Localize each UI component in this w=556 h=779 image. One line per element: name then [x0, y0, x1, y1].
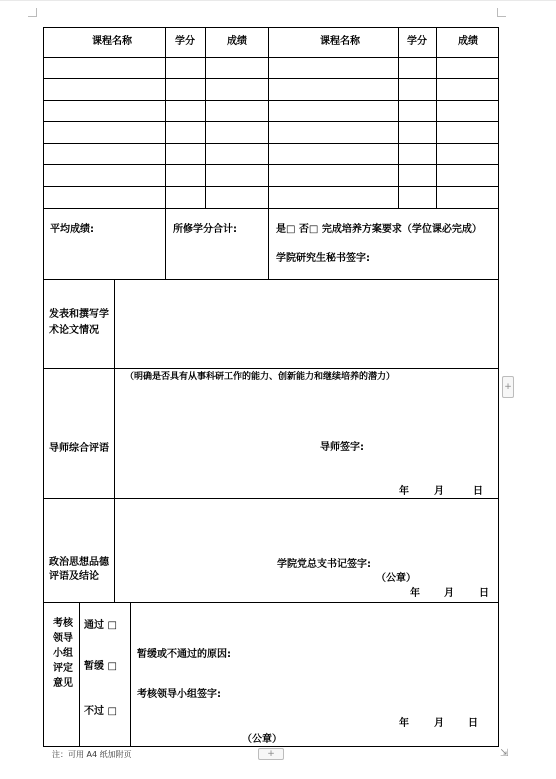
row-line: [44, 121, 498, 122]
add-row-handle-icon[interactable]: +: [258, 748, 284, 760]
option-pass: 通过 □: [84, 620, 117, 631]
header-course-name-2: 课程名称: [320, 36, 360, 47]
row-line: [44, 164, 498, 165]
advisor-day: 日: [473, 486, 483, 497]
defer-reason-label: 暂缓或不通过的原因:: [137, 649, 231, 660]
col-line: [268, 28, 269, 279]
row-line: [44, 100, 498, 101]
party-secretary-signature-label: 学院党总支书记签字:: [277, 559, 371, 570]
total-credit-label: 所修学分合计:: [173, 224, 237, 235]
col-line: [114, 369, 115, 498]
average-score-label: 平均成绩:: [50, 224, 94, 235]
header-course-name-1: 课程名称: [92, 36, 132, 47]
advisor-label: 导师综合评语: [49, 443, 109, 454]
col-line: [205, 28, 206, 208]
committee-seal: （公章）: [242, 734, 282, 745]
committee-year: 年: [399, 718, 409, 729]
advisor-year: 年: [399, 486, 409, 497]
committee-section: [43, 602, 499, 747]
political-section: [43, 498, 499, 603]
footnote: 注：可用 A4 纸加附页: [52, 750, 132, 759]
crop-mark-top-left: [28, 8, 37, 17]
col-line: [114, 280, 115, 368]
advisor-signature-label: 导师签字:: [320, 442, 364, 453]
header-credit-2: 学分: [407, 36, 427, 47]
header-credit-1: 学分: [175, 36, 195, 47]
secretary-signature-label: 学院研究生秘书签字:: [276, 253, 370, 264]
course-table: [43, 27, 499, 280]
col-line: [130, 603, 131, 746]
page-top-edge: [0, 0, 556, 1]
plan-completion-check: 是□ 否□ 完成培养方案要求（学位课必完成）: [276, 224, 482, 235]
advisor-hint: （明确是否具有从事科研工作的能力、创新能力和继续培养的潜力）: [125, 372, 396, 382]
political-label: 政治思想品德评语及结论: [49, 557, 109, 582]
political-day: 日: [479, 588, 489, 599]
advisor-section: [43, 368, 499, 499]
option-fail: 不过 □: [84, 706, 117, 717]
col-line: [398, 28, 399, 208]
committee-month: 月: [434, 718, 444, 729]
add-column-handle-icon[interactable]: +: [502, 376, 514, 398]
political-month: 月: [444, 588, 454, 599]
papers-section: [43, 280, 499, 369]
political-year: 年: [410, 588, 420, 599]
col-line: [436, 28, 437, 208]
row-line: [44, 57, 498, 58]
option-defer: 暂缓 □: [84, 661, 117, 672]
committee-day: 日: [468, 718, 478, 729]
committee-signature-label: 考核领导小组签字:: [137, 689, 221, 700]
header-score-2: 成绩: [458, 36, 478, 47]
political-seal: （公章）: [376, 573, 416, 584]
row-line: [44, 186, 498, 187]
header-score-1: 成绩: [227, 36, 247, 47]
crop-mark-top-right: [497, 8, 506, 17]
committee-label: 考核领导小组评定意见: [53, 618, 73, 689]
row-line: [44, 78, 498, 79]
row-line: [44, 143, 498, 144]
table-resize-icon[interactable]: ⇲: [500, 748, 509, 759]
advisor-month: 月: [434, 486, 444, 497]
row-line: [44, 208, 498, 209]
papers-label: 发表和撰写学术论文情况: [49, 309, 109, 336]
col-line: [114, 499, 115, 602]
col-line: [165, 28, 166, 279]
col-line: [79, 603, 80, 746]
